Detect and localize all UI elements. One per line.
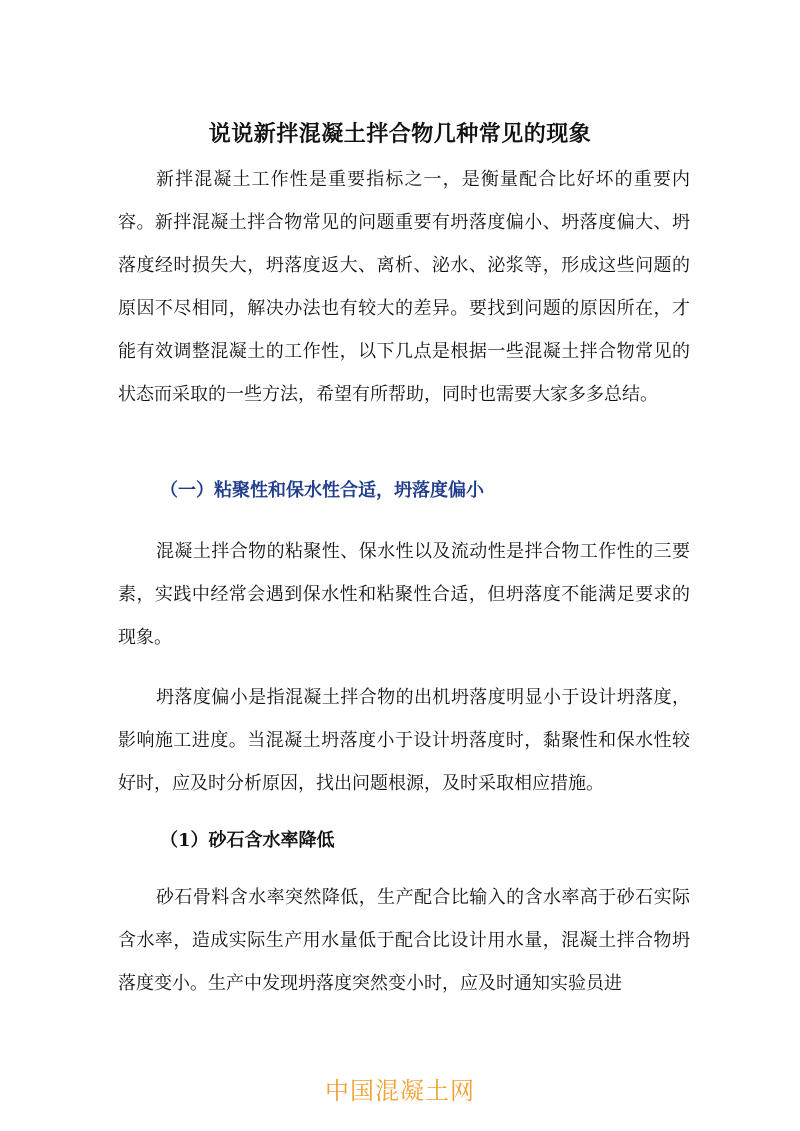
- page-title: 说说新拌混凝土拌合物几种常见的现象: [208, 120, 592, 147]
- paragraph-moisture-content: 砂石骨料含水率突然降低，生产配合比输入的含水率高于砂石实际含水率，造成实际生产用水量低于配合比设计用水量，混凝土拌合物坍落度变小。生产中发现坍落度突然变小时，应及时通知实验员进: [118, 887, 690, 994]
- footer-watermark: 中国混凝土网: [325, 1077, 475, 1105]
- subsection-heading-1: （1）砂石含水率降低: [160, 830, 335, 851]
- paragraph-slump-small: 坍落度偏小是指混凝土拌合物的出机坍落度明显小于设计坍落度，影响施工进度。当混凝土坍落度小于设计坍落度时，黏聚性和保水性较好时，应及时分析原因，找出问题根源，及时采取相应措施。: [118, 687, 690, 794]
- section-heading-1: （一）粘聚性和保水性合适，坍落度偏小: [160, 480, 484, 501]
- paragraph-intro: 新拌混凝土工作性是重要指标之一，是衡量配合比好坏的重要内容。新拌混凝土拌合物常见的问题重要有坍落度偏小、坍落度偏大、坍落度经时损失大，坍落度返大、离析、泌水、泌浆等，形成这些问题的原因不尽相同，解决办法也有较大的差异。要找到问题的原因所在，才能有效调整混凝土的工作性，以下几点是根据一些混凝土拌合物常见的状态而采取的一些方法，希望有所帮助，同时也需要大家多多总结。: [118, 169, 690, 405]
- paragraph-workability-elements: 混凝土拌合物的粘聚性、保水性以及流动性是拌合物工作性的三要素，实践中经常会遇到保水性和粘聚性合适，但坍落度不能满足要求的现象。: [118, 541, 690, 648]
